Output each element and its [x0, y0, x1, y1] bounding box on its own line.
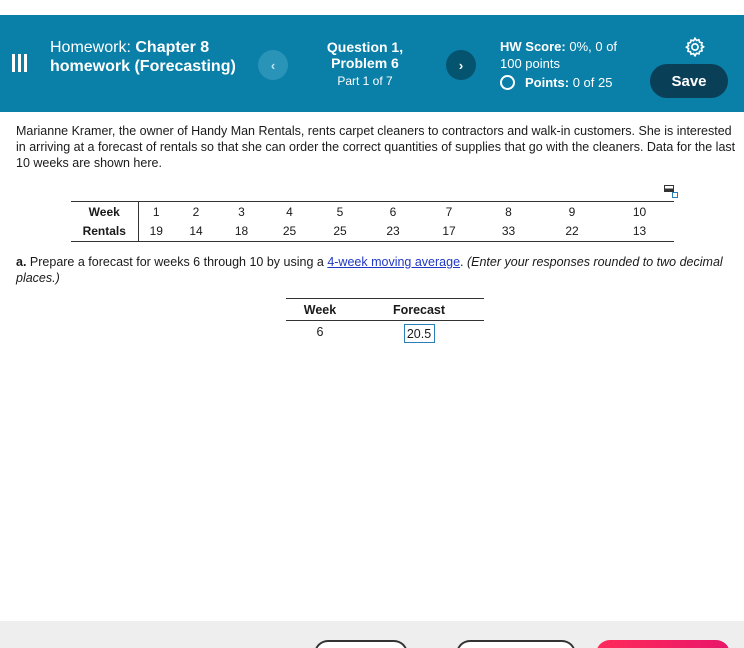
footer-button-2[interactable]	[456, 640, 576, 648]
footer-button-3[interactable]	[596, 640, 730, 648]
previous-question-button[interactable]: ‹	[258, 50, 288, 80]
part-a-prompt	[16, 254, 726, 286]
forecast-table	[286, 298, 484, 343]
week-cell: 5	[314, 202, 366, 222]
homework-title-main: Chapter 8 homework (Forecasting)	[50, 39, 236, 75]
forecast-col-week: Week	[286, 299, 354, 321]
table-row-rentals	[71, 222, 674, 242]
part-a-instruction: (Enter your responses rounded to two decimal places.)	[16, 255, 723, 285]
forecast-input[interactable]	[404, 324, 435, 343]
week-cell: 6	[366, 202, 420, 222]
rentals-cell: 25	[265, 222, 314, 242]
week-cell: 3	[218, 202, 265, 222]
rentals-cell: 13	[605, 222, 674, 242]
rentals-cell: 19	[138, 222, 174, 242]
forecast-week-cell: 6	[316, 325, 324, 339]
question-info	[300, 39, 430, 88]
part-a-text-after: .	[460, 255, 467, 269]
rentals-data-table	[71, 201, 674, 242]
gear-icon[interactable]	[684, 36, 706, 58]
week-cell: 7	[420, 202, 478, 222]
footer-button-1[interactable]	[314, 640, 408, 648]
hw-score-label: HW Score:	[500, 39, 570, 54]
next-question-button[interactable]: ›	[446, 50, 476, 80]
points-value: 0 of 25	[572, 75, 613, 90]
week-cell: 2	[174, 202, 218, 222]
rentals-cell: 23	[366, 222, 420, 242]
points-status	[500, 75, 612, 90]
rentals-cell: 22	[539, 222, 605, 242]
rentals-cell: 14	[174, 222, 218, 242]
forecast-value-cell	[354, 321, 484, 344]
rentals-cell: 18	[218, 222, 265, 242]
hw-score	[500, 38, 640, 72]
row-header-week: Week	[71, 202, 138, 222]
question-part: Part 1 of 7	[337, 74, 393, 88]
week-cell: 10	[605, 202, 674, 222]
week-cell: 8	[478, 202, 539, 222]
part-a-label: a.	[16, 255, 27, 269]
table-row-week	[71, 202, 674, 222]
rentals-cell: 25	[314, 222, 366, 242]
hw-score-value: 0%, 0 of 100 points	[500, 39, 618, 71]
week-cell: 9	[539, 202, 605, 222]
row-header-rentals: Rentals	[71, 222, 138, 242]
forecast-header-row	[286, 299, 484, 321]
problem-statement: Marianne Kramer, the owner of Handy Man Rentals, rents carpet cleaners to contractors and walk-in customers. She is interested in arriving at a forecast of rentals so that she can order the correct quantities of supplies that go with the cleaners. Data for the last 10 weeks are shown here.	[16, 124, 736, 170]
footer-bar	[0, 621, 744, 648]
save-button[interactable]: Save	[650, 64, 728, 98]
top-strip	[0, 0, 744, 15]
part-a-text: Prepare a forecast for weeks 6 through 10 by using a	[26, 255, 328, 269]
week-cell: 4	[265, 202, 314, 222]
rentals-cell: 33	[478, 222, 539, 242]
menu-icon[interactable]	[12, 54, 28, 74]
copy-data-icon[interactable]	[664, 185, 678, 198]
table-row	[286, 321, 484, 344]
homework-title	[50, 38, 250, 76]
week-cell: 1	[138, 202, 174, 222]
question-title: Question 1, Problem 6	[326, 39, 404, 71]
rentals-cell: 17	[420, 222, 478, 242]
points-circle-icon	[500, 75, 515, 90]
assignment-header	[0, 15, 744, 112]
forecast-col-forecast: Forecast	[354, 299, 484, 321]
points-label: Points:	[525, 75, 570, 90]
homework-title-prefix: Homework:	[50, 39, 136, 56]
moving-average-link[interactable]: 4-week moving average	[327, 255, 461, 269]
